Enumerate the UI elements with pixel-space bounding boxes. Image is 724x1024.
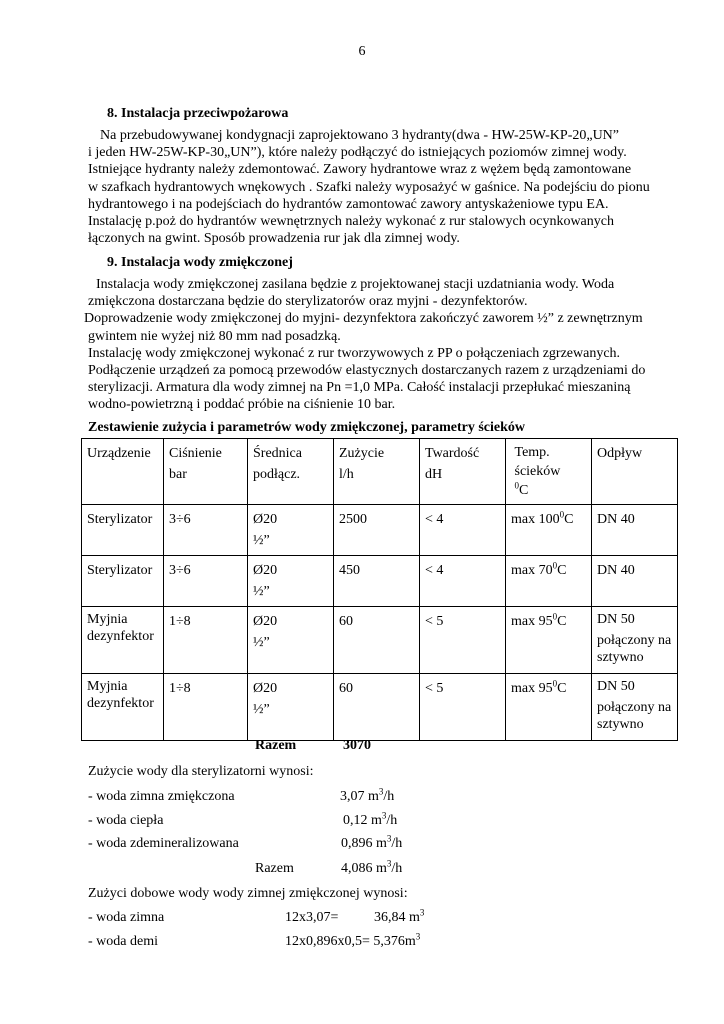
consumption-title: Zużycie wody dla sterylizatorni wynosi:	[88, 764, 314, 779]
table-row	[82, 607, 678, 674]
header-cell: Ciśnienie bar	[164, 439, 248, 505]
pressure-cell: 3÷6	[164, 556, 248, 607]
usage-table	[81, 438, 678, 741]
header-cell: Średnica podłącz.	[248, 439, 334, 505]
device-cell: Myjnia dezynfektor	[82, 607, 164, 674]
daily-label: - woda demi	[88, 934, 158, 949]
text-line: Instalacja wody zmiękczonej zasilana będzie z projektowanej stacji uzdatniania wody. Woda	[96, 277, 615, 292]
temp-cell: $\max 70^0C$	[506, 556, 592, 607]
header-cell: Temp. ścieków $^0$C	[506, 439, 592, 505]
text-line: Na przebudowywanej kondygnacji zaprojektowano 3 hydranty(dwa - HW-25W-KP-20„UN”	[100, 128, 620, 143]
hardness-cell: < 5	[420, 607, 506, 674]
table-total-value: 3070	[343, 738, 371, 753]
pressure-cell: 1÷8	[164, 674, 248, 741]
hardness-cell: < 4	[420, 556, 506, 607]
consumption-value: 0,896 $m^3/h$	[341, 833, 403, 851]
header-cell: Zużycie l/h	[334, 439, 420, 505]
outflow-cell: DN 40	[592, 556, 678, 607]
daily-formula: $12x0,896x0,5= 5,376m^3$	[285, 931, 421, 949]
header-cell: Odpływ	[592, 439, 678, 505]
text-line: gwintem nie wyżej niż 80 mm nad posadzką.	[88, 328, 341, 344]
text-line: łączonych na gwint. Sposób prowadzenia rur jak dla zimnej wody.	[88, 231, 460, 247]
usage-cell: 60	[334, 674, 420, 741]
diameter-cell: Ø20 ½”	[248, 556, 334, 607]
temp-cell: $\max 100^0C$	[506, 505, 592, 556]
table-row	[82, 505, 678, 556]
header-cell: Urządzenie	[82, 439, 164, 505]
daily-formula: 12x3,07=	[285, 910, 339, 925]
text-line: hydrantowego i na podejściach do hydrantów zamontować zawory antyskażeniowe typu EA.	[88, 196, 609, 212]
temp-cell: $\max 95^0C$	[506, 607, 592, 674]
diameter-cell: Ø20 ½”	[248, 505, 334, 556]
consumption-label: - woda zimna zmiękczona	[88, 789, 235, 804]
section-8-heading: 8. Instalacja przeciwpożarowa	[107, 106, 289, 121]
temp-cell: $\max 95^0C$	[506, 674, 592, 741]
section-9-heading: 9. Instalacja wody zmiękczonej	[107, 255, 293, 270]
text-line: Podłączenie urządzeń za pomocą przewodów elastycznych dostarczanych razem z urządzeniami do	[88, 363, 646, 379]
usage-cell: 2500	[334, 505, 420, 556]
outflow-cell: DN 50 połączony na sztywno	[592, 607, 678, 674]
text-line: w szafkach hydrantowych wnękowych . Szafki należy wyposażyć w gaśnice. Na podejściu do pionu	[88, 179, 650, 195]
consumption-total-value: 4,086 $m^3/h$	[341, 858, 403, 876]
device-cell: Sterylizator	[82, 505, 164, 556]
daily-result: 36,84 $m^3$	[374, 907, 425, 925]
section-8-body	[88, 127, 678, 247]
hardness-cell: < 4	[420, 505, 506, 556]
consumption-value: 3,07 $m^3/h$	[340, 786, 395, 804]
table-header-row	[82, 439, 678, 505]
text-line: Instalację wody zmiękczonej wykonać z rur tworzywowych z PP o połączeniach zgrzewanych.	[88, 345, 621, 361]
device-cell: Sterylizator	[82, 556, 164, 607]
consumption-label: - woda ciepła	[88, 813, 164, 828]
header-cell: Twardość dH	[420, 439, 506, 505]
device-cell: Myjnia dezynfektor	[82, 674, 164, 741]
table-caption: Zestawienie zużycia i parametrów wody zmiękczonej, parametry ścieków	[88, 420, 526, 435]
usage-cell: 450	[334, 556, 420, 607]
hardness-cell: < 5	[420, 674, 506, 741]
pressure-cell: 1÷8	[164, 607, 248, 674]
pressure-cell: 3÷6	[164, 505, 248, 556]
diameter-cell: Ø20 ½”	[248, 607, 334, 674]
outflow-cell: DN 50 połączony na sztywno	[592, 674, 678, 741]
daily-title: Zużyci dobowe wody wody zimnej zmiękczonej wynosi:	[88, 886, 408, 901]
page-number: 6	[358, 44, 366, 59]
diameter-cell: Ø20 ½”	[248, 674, 334, 741]
consumption-value: 0,12 $m^3/h$	[343, 810, 398, 828]
daily-label: - woda zimna	[88, 910, 165, 925]
text-line: Istniejące hydranty należy zdemontować. Zawory hydrantowe wraz z wężem będą zamontowane	[88, 162, 632, 178]
table-row	[82, 674, 678, 741]
table-total-label: Razem	[255, 738, 297, 753]
text-line: i jeden HW-25W-KP-30„UN”), które należy podłączyć do istniejących poziomów zimnej wody.	[88, 145, 627, 161]
consumption-total-label: Razem	[255, 861, 294, 876]
text-line: sterylizacji. Armatura dla wody zimnej na Pn =1,0 MPa. Całość instalacji przepłukać mieszaniną	[88, 380, 631, 396]
usage-cell: 60	[334, 607, 420, 674]
section-9-body	[84, 276, 678, 414]
outflow-cell: DN 40	[592, 505, 678, 556]
text-line: Instalację p.poż do hydrantów wewnętrznych należy wykonać z rur stalowych ocynkowanych	[88, 214, 614, 230]
text-line: Doprowadzenie wody zmiękczonej do myjni- dezynfektora zakończyć zaworem ½” z zewnętrznym	[84, 311, 643, 327]
table-row	[82, 556, 678, 607]
text-line: zmiękczona dostarczana będzie do sterylizatorów oraz myjni - dezynfektorów.	[88, 294, 528, 310]
text-line: wodno-powietrzną i poddać próbie na ciśnienie 10 bar.	[88, 397, 396, 413]
consumption-label: - woda zdemineralizowana	[88, 836, 239, 851]
